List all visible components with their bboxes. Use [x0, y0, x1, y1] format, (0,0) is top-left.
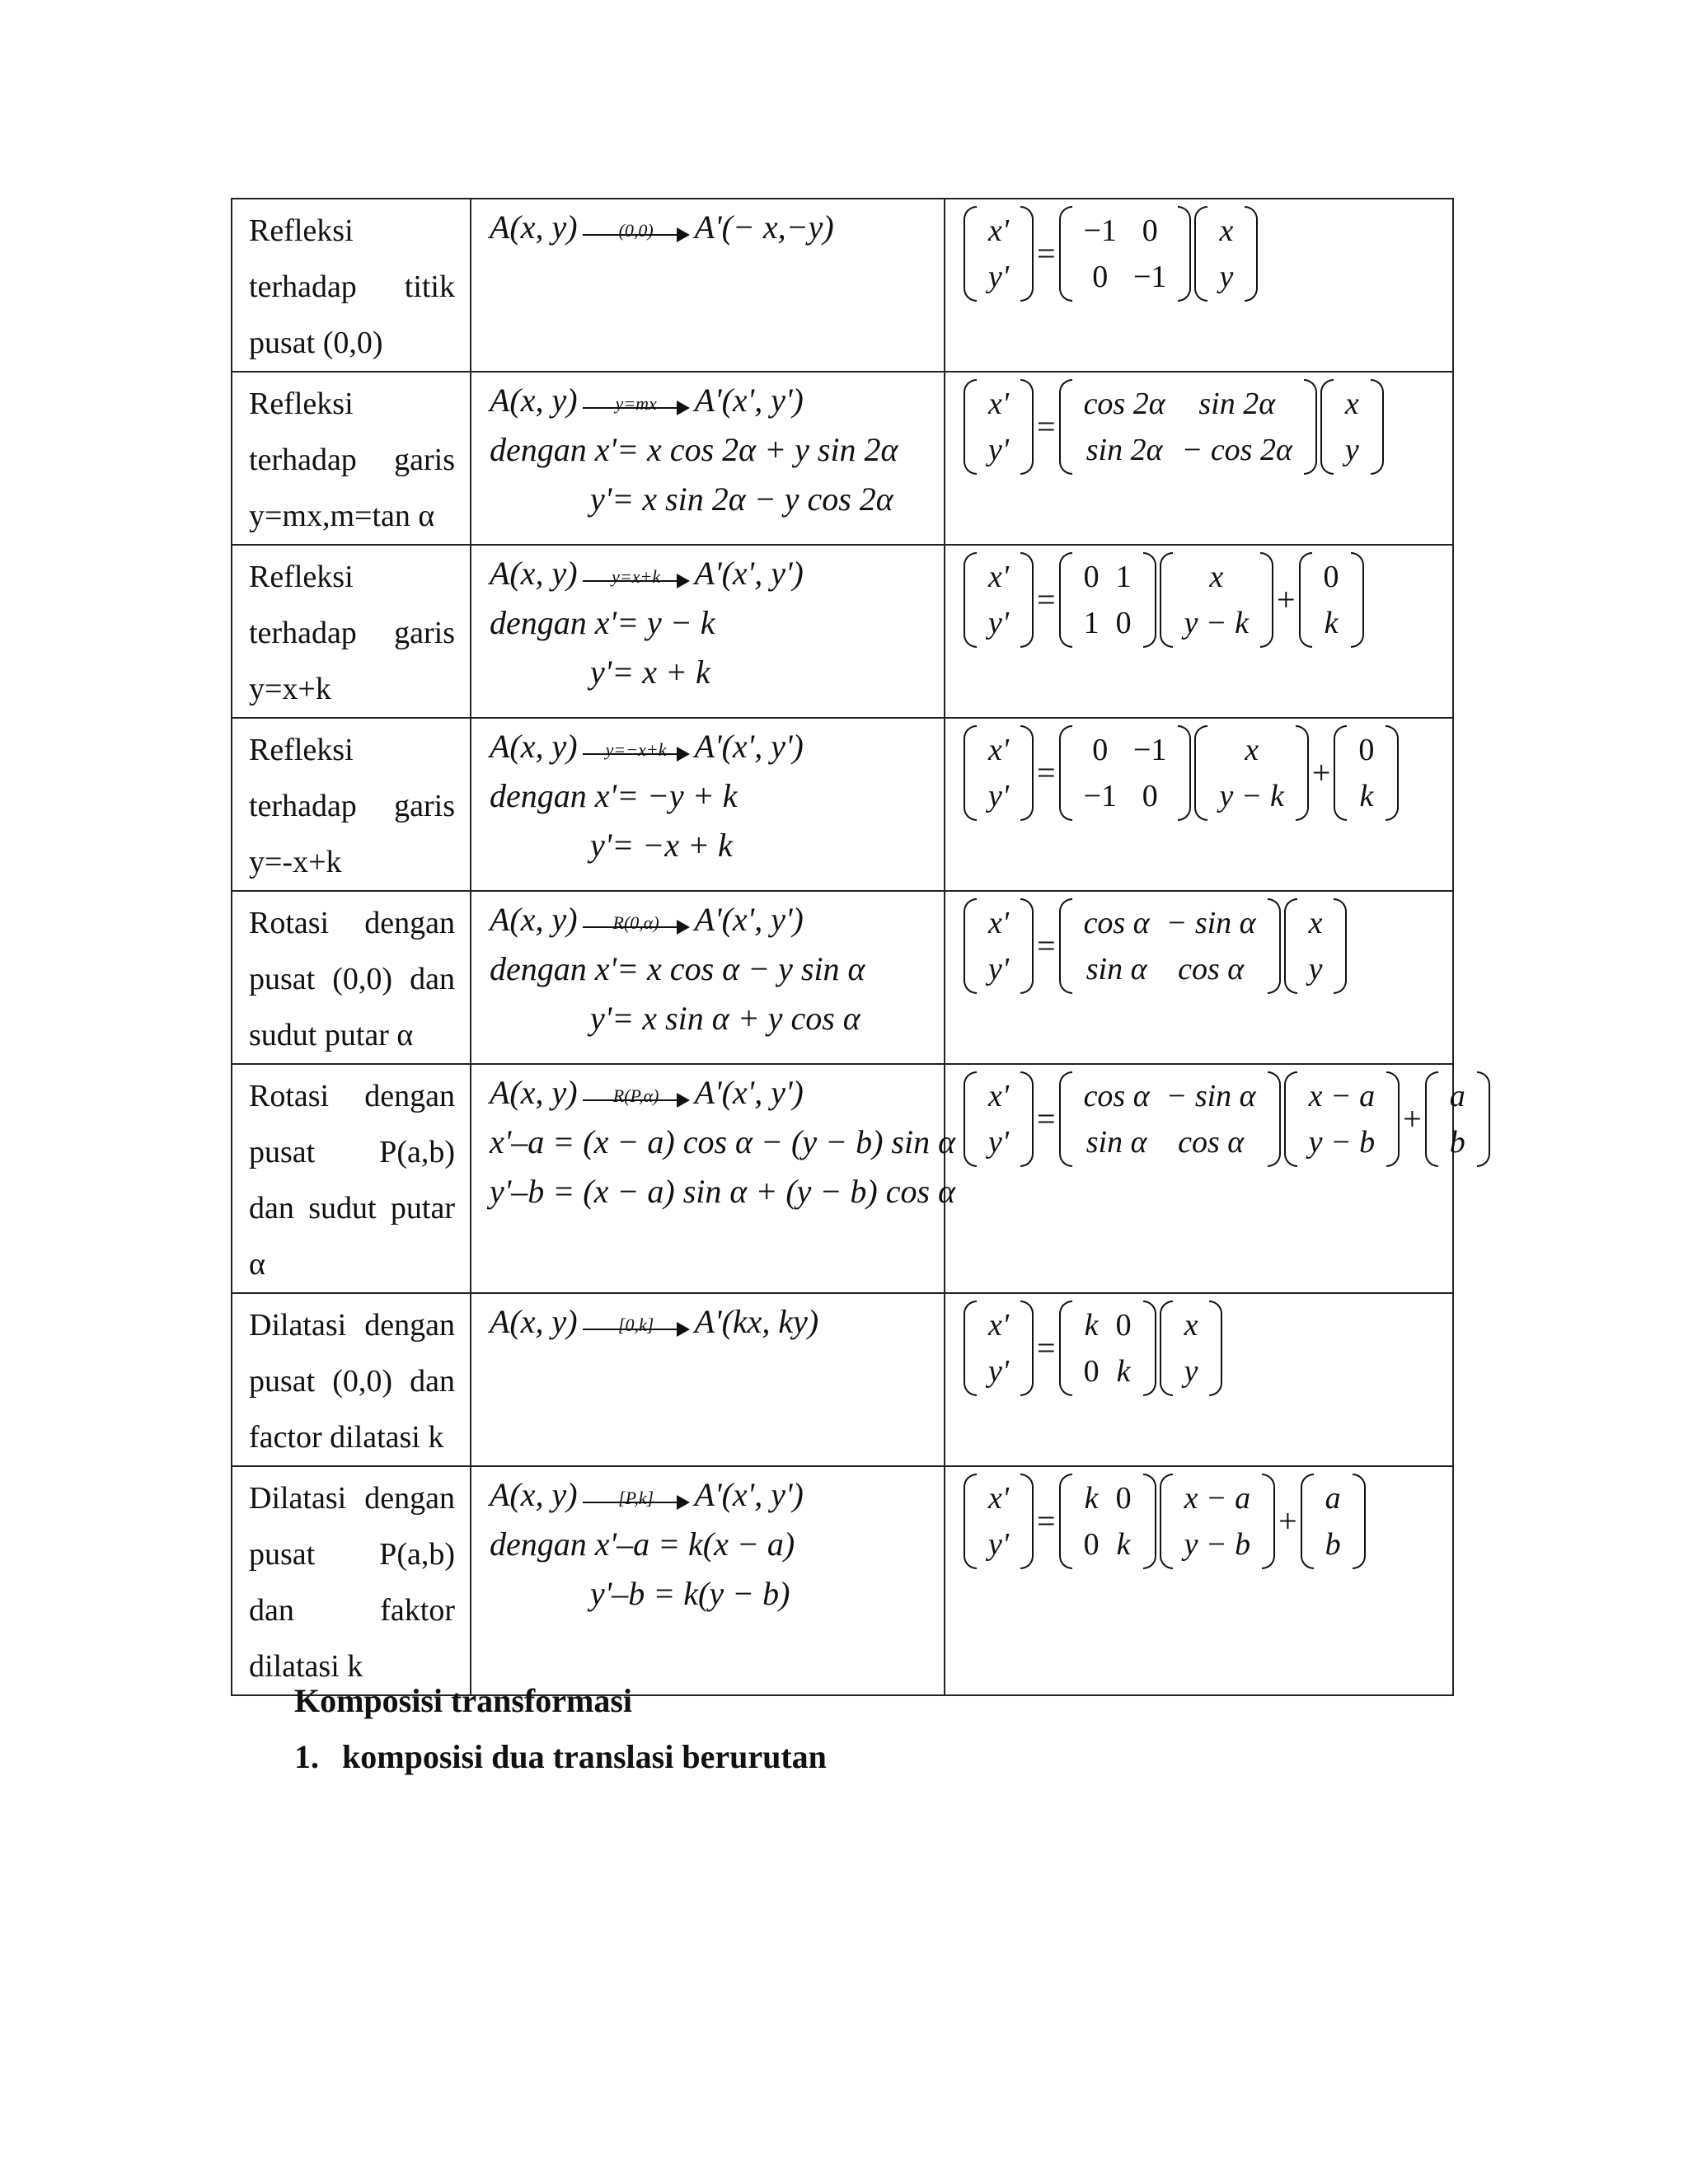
matrix-cell-container	[945, 718, 1453, 891]
description-cell	[232, 199, 471, 372]
description	[232, 1065, 470, 1292]
matrix	[962, 1071, 1035, 1167]
matrix	[1057, 1301, 1158, 1396]
matrix-grid	[980, 727, 1017, 819]
matrix	[1057, 1071, 1282, 1167]
matrix	[1057, 206, 1193, 302]
matrix-cell: 0	[1115, 606, 1132, 640]
table-row	[232, 718, 1453, 891]
arrow-head	[677, 1093, 690, 1108]
equals-sign: =	[1037, 1502, 1056, 1540]
matrix-cell: −1	[1083, 213, 1117, 248]
matrix	[1158, 1301, 1225, 1396]
formula-cell	[471, 372, 945, 545]
arrow-head	[677, 574, 690, 588]
matrix-cell: y − k	[1219, 779, 1284, 813]
arrow-shaft	[583, 234, 680, 236]
formula-mapping	[490, 1470, 944, 1520]
transform-arrow	[583, 907, 690, 940]
matrix-cell: x'	[988, 733, 1009, 767]
matrix	[1193, 206, 1259, 302]
matrix-grid	[1301, 1073, 1384, 1165]
matrix	[1332, 725, 1400, 821]
matrix-cell: cos α	[1178, 1125, 1245, 1160]
matrix-grid	[1076, 554, 1140, 646]
matrix-cell: − cos 2α	[1181, 433, 1292, 467]
matrix	[962, 725, 1035, 821]
description	[232, 373, 470, 544]
arrow-shaft	[583, 1329, 680, 1330]
matrix-grid	[980, 1302, 1017, 1394]
equals-sign: =	[1037, 408, 1056, 445]
matrix-cell: x − a	[1308, 1079, 1376, 1113]
matrix-cell-container	[945, 372, 1453, 545]
matrix-grid	[1211, 208, 1241, 300]
matrix-grid	[980, 381, 1017, 473]
formula	[471, 719, 944, 870]
matrix-cell: x'	[988, 906, 1009, 940]
description-cell	[232, 372, 471, 545]
description-line: dilatasi k	[249, 1649, 363, 1684]
matrix-grid	[1076, 1302, 1140, 1394]
formula	[471, 1467, 944, 1619]
formula-cell	[471, 1466, 945, 1695]
matrix-cell: 0	[1115, 1308, 1132, 1343]
matrix-grid	[1176, 554, 1257, 646]
formula-mapping	[490, 203, 944, 252]
matrix-grid	[980, 554, 1017, 646]
formula-line: y'= x sin α + y cos α	[590, 1000, 860, 1037]
formula-lhs: A(x, y)	[490, 209, 578, 246]
arrow-label: [0,k]	[617, 1314, 654, 1335]
formula	[471, 1065, 956, 1216]
matrix-cell: x'	[988, 1308, 1009, 1343]
matrix-cell: x'	[988, 387, 1009, 421]
description-line: pusat P(a,b)	[249, 1537, 455, 1572]
matrix	[1057, 725, 1193, 821]
matrix	[962, 206, 1035, 302]
table-row	[232, 891, 1453, 1064]
formula-mapping	[490, 1068, 944, 1118]
formula-line: y'–b = k(y − b)	[590, 1575, 790, 1612]
matrix	[1158, 552, 1275, 648]
matrix	[1158, 1474, 1278, 1569]
formula-mapping	[490, 722, 944, 771]
description-cell	[232, 718, 471, 891]
description-line: Refleksi	[249, 213, 354, 248]
description-line: Refleksi	[249, 560, 354, 594]
matrix-grid	[1301, 900, 1331, 992]
formula-mapping	[490, 1297, 944, 1347]
description-line: Dilatasi dengan	[249, 1481, 455, 1516]
table-row	[232, 1293, 1453, 1466]
plus-sign: +	[1311, 754, 1331, 791]
equals-sign: =	[1037, 754, 1056, 791]
matrix	[1193, 725, 1310, 821]
matrix	[1319, 379, 1386, 475]
transform-arrow	[583, 733, 690, 766]
matrix-cell: y'	[988, 779, 1009, 813]
matrix	[1057, 379, 1319, 475]
matrix-cell: sin α	[1085, 952, 1147, 987]
arrow-head	[677, 920, 690, 935]
matrix-cell: y'	[988, 1527, 1009, 1562]
matrix-cell: cos α	[1178, 952, 1245, 987]
description-line: pusat (0,0)	[249, 326, 383, 360]
matrix-cell: k	[1359, 779, 1374, 813]
formula-cell	[471, 545, 945, 718]
table-row	[232, 1466, 1453, 1695]
matrix-equation	[945, 373, 1452, 475]
matrix-cell: − sin α	[1165, 906, 1256, 940]
matrix-cell: x	[1308, 906, 1323, 940]
formula-rhs: A'(x', y')	[694, 901, 804, 938]
formula-cell	[471, 1064, 956, 1293]
matrix	[962, 552, 1035, 648]
description-line: Refleksi	[249, 733, 354, 767]
matrix-cell: 0	[1083, 560, 1100, 594]
formula-lhs: A(x, y)	[490, 901, 578, 938]
table-row	[232, 1064, 1453, 1293]
arrow-shaft	[583, 407, 680, 409]
transform-arrow	[583, 1080, 690, 1113]
formula-line: dengan x'= −y + k	[490, 777, 738, 814]
formula-rhs: A'(− x,−y)	[694, 209, 834, 246]
formula-line: y'= −x + k	[590, 827, 733, 864]
matrix	[962, 379, 1035, 475]
matrix-cell: a	[1449, 1079, 1465, 1113]
formula-rhs: A'(x', y')	[694, 1074, 804, 1111]
arrow-head	[677, 1322, 690, 1337]
formula	[471, 373, 944, 524]
matrix-cell: x'	[988, 1079, 1009, 1113]
description-cell	[232, 545, 471, 718]
formula-lhs: A(x, y)	[490, 1476, 578, 1513]
description	[232, 719, 470, 890]
arrow-shaft	[583, 753, 680, 755]
arrow-label: R(P,α)	[612, 1085, 659, 1106]
matrix-cell: x	[1219, 213, 1234, 248]
matrix-cell: x	[1184, 1308, 1198, 1343]
matrix-equation	[945, 1467, 1452, 1569]
matrix-cell: y'	[988, 1125, 1009, 1160]
matrix-equation	[945, 199, 1452, 302]
matrix-grid	[980, 1475, 1017, 1568]
matrix-cell: cos α	[1083, 1079, 1150, 1113]
list-text: komposisi dua translasi berurutan	[342, 1738, 827, 1775]
matrix-cell-container	[945, 199, 1453, 372]
equals-sign: =	[1037, 581, 1056, 618]
formula-lhs: A(x, y)	[490, 1303, 578, 1340]
description-line: pusat P(a,b)	[249, 1135, 455, 1169]
matrix-cell: 1	[1083, 606, 1100, 640]
formula-cell	[471, 199, 945, 372]
plus-sign: +	[1276, 581, 1296, 618]
matrix-grid	[1076, 900, 1264, 992]
description-cell	[232, 891, 471, 1064]
description-line: pusat (0,0) dan	[249, 962, 455, 996]
matrix	[962, 1301, 1035, 1396]
matrix-cell: k	[1116, 1354, 1131, 1389]
arrow-shaft	[583, 1502, 680, 1503]
matrix-cell: k	[1116, 1527, 1131, 1562]
description-line: α	[249, 1247, 265, 1282]
list-number: 1.	[294, 1738, 319, 1775]
arrow-label: y=mx	[615, 392, 657, 414]
matrix-equation	[945, 1065, 1465, 1167]
description	[232, 546, 470, 717]
matrix-grid	[980, 900, 1017, 992]
description	[232, 199, 470, 371]
arrow-head	[677, 227, 690, 242]
arrow-label: (0,0)	[618, 219, 654, 241]
section-heading: Komposisi transformasi	[294, 1682, 632, 1719]
description-line: factor dilatasi k	[249, 1420, 444, 1455]
matrix-cell: y − b	[1184, 1527, 1251, 1562]
transform-arrow	[583, 1309, 690, 1342]
matrix-cell: b	[1325, 1527, 1341, 1562]
table-row	[232, 372, 1453, 545]
formula-rhs: A'(x', y')	[694, 382, 804, 419]
matrix-cell-container	[945, 1466, 1453, 1695]
matrix-cell: y'	[988, 606, 1009, 640]
list-item	[294, 1737, 827, 1776]
description-line: Rotasi dengan	[249, 906, 455, 940]
formula	[471, 546, 944, 697]
matrix	[1057, 1474, 1158, 1569]
formula-cell	[471, 891, 945, 1064]
plus-sign: +	[1278, 1502, 1297, 1540]
description	[232, 1294, 470, 1465]
arrow-head	[677, 1495, 690, 1510]
formula-line: y'–b = (x − a) sin α + (y − b) cos α	[490, 1173, 956, 1210]
formula-rhs: A'(kx, ky)	[694, 1303, 819, 1340]
formula-lhs: A(x, y)	[490, 728, 578, 765]
transformation-table	[231, 198, 1465, 1696]
matrix-cell: y'	[988, 1354, 1009, 1389]
formula-line: dengan x'= x cos 2α + y sin 2α	[490, 431, 898, 468]
arrow-shaft	[583, 1099, 680, 1101]
matrix-grid	[1350, 727, 1382, 819]
matrix-cell: sin α	[1085, 1125, 1147, 1160]
matrix-cell: sin 2α	[1198, 387, 1276, 421]
matrix-grid	[1076, 208, 1175, 300]
matrix-grid	[980, 1073, 1017, 1165]
formula-rhs: A'(x', y')	[694, 555, 804, 592]
matrix-cell-container	[945, 1064, 1465, 1293]
formula-lhs: A(x, y)	[490, 1074, 578, 1111]
matrix-cell: 0	[1142, 213, 1158, 248]
matrix-grid	[1337, 381, 1367, 473]
matrix-cell: x	[1209, 560, 1224, 594]
matrix-grid	[1076, 1475, 1140, 1568]
matrix-cell: y − k	[1184, 606, 1249, 640]
formula-line: dengan x'= x cos α − y sin α	[490, 950, 865, 987]
matrix	[962, 1474, 1035, 1569]
formula	[471, 199, 944, 252]
matrix-cell: x'	[988, 560, 1009, 594]
arrow-head	[677, 401, 690, 415]
transform-arrow	[583, 214, 690, 247]
description-line: terhadap garis	[249, 443, 455, 477]
description-line: terhadap garis	[249, 616, 455, 650]
matrix-cell: 1	[1115, 560, 1132, 594]
matrix-cell: x'	[988, 213, 1009, 248]
transform-arrow	[583, 1482, 690, 1515]
matrix-cell: 0	[1142, 779, 1158, 813]
matrix-cell: y − b	[1308, 1125, 1376, 1160]
matrix-equation	[945, 1294, 1452, 1396]
formula-rhs: A'(x', y')	[694, 1476, 804, 1513]
description-line: dan sudut putar	[249, 1191, 455, 1226]
description-cell	[232, 1064, 471, 1293]
matrix-cell: b	[1449, 1125, 1465, 1160]
matrix-cell-container	[945, 1293, 1453, 1466]
formula-lhs: A(x, y)	[490, 382, 578, 419]
arrow-label: y=−x+k	[605, 738, 667, 760]
matrix-grid	[980, 208, 1017, 300]
matrix-cell: 0	[1323, 560, 1339, 594]
matrix-equation	[945, 546, 1452, 648]
matrix-cell-container	[945, 545, 1453, 718]
matrix-grid	[1315, 554, 1348, 646]
arrow-shaft	[583, 926, 680, 928]
matrix-grid	[1176, 1302, 1207, 1394]
description	[232, 892, 470, 1063]
formula-rhs: A'(x', y')	[694, 728, 804, 765]
table-row	[232, 199, 1453, 372]
formula-mapping	[490, 376, 944, 425]
description-line: pusat (0,0) dan	[249, 1364, 455, 1399]
matrix-cell: x'	[988, 1481, 1009, 1516]
matrix-cell: a	[1325, 1481, 1341, 1516]
matrix-cell: −1	[1133, 733, 1167, 767]
matrix-grid	[1176, 1475, 1259, 1568]
equals-sign: =	[1037, 235, 1056, 272]
description-line: y=-x+k	[249, 845, 342, 879]
matrix-cell: 0	[1092, 260, 1109, 294]
matrix-cell: x	[1245, 733, 1259, 767]
formula	[471, 892, 944, 1043]
description-cell	[232, 1293, 471, 1466]
description-line: y=x+k	[249, 672, 331, 706]
table-row	[232, 545, 1453, 718]
formula-line: y'= x + k	[590, 654, 710, 691]
formula-cell	[471, 1293, 945, 1466]
matrix-cell: 0	[1083, 1354, 1100, 1389]
matrix	[962, 898, 1035, 994]
formula-mapping	[490, 895, 944, 944]
equals-sign: =	[1037, 1100, 1056, 1137]
arrow-shaft	[583, 580, 680, 582]
arrow-label: R(0,α)	[612, 912, 659, 933]
description-line: Dilatasi dengan	[249, 1308, 455, 1343]
matrix-cell: 0	[1083, 1527, 1100, 1562]
matrix-cell: 0	[1358, 733, 1375, 767]
description-line: Refleksi	[249, 387, 354, 421]
arrow-label: y=x+k	[612, 565, 661, 587]
transform-arrow	[583, 560, 690, 593]
matrix-cell: −1	[1133, 260, 1167, 294]
matrix	[1282, 1071, 1402, 1167]
description-line: terhadap titik	[249, 269, 455, 304]
matrix-grid	[1317, 1475, 1349, 1568]
equals-sign: =	[1037, 927, 1056, 964]
matrix-equation	[945, 892, 1452, 994]
equals-sign: =	[1037, 1329, 1056, 1366]
matrix-cell: k	[1324, 606, 1339, 640]
description-line: y=mx,m=tan α	[249, 499, 435, 533]
matrix-cell: y	[1308, 952, 1323, 987]
matrix-grid	[1076, 381, 1301, 473]
matrix-cell: y	[1344, 433, 1359, 467]
formula-line: x'–a = (x − a) cos α − (y − b) sin α	[490, 1123, 956, 1160]
matrix-cell-container	[945, 891, 1453, 1064]
formula-line: dengan x'–a = k(x − a)	[490, 1526, 795, 1563]
formula-mapping	[490, 549, 944, 598]
matrix-grid	[1076, 727, 1175, 819]
matrix-cell: y'	[988, 433, 1009, 467]
matrix-cell: x	[1344, 387, 1359, 421]
description-line: terhadap garis	[249, 789, 455, 823]
matrix-cell: − sin α	[1165, 1079, 1256, 1113]
formula-line: y'= x sin 2α − y cos 2α	[590, 480, 893, 518]
formula-lhs: A(x, y)	[490, 555, 578, 592]
description-line: Rotasi dengan	[249, 1079, 455, 1113]
matrix-grid	[1076, 1073, 1264, 1165]
arrow-label: [P,k]	[618, 1487, 654, 1508]
description-cell	[232, 1466, 471, 1695]
matrix-equation	[945, 719, 1452, 821]
matrix	[1297, 552, 1366, 648]
matrix-grid	[1442, 1073, 1474, 1165]
matrix-cell: −1	[1083, 779, 1117, 813]
matrix	[1423, 1071, 1492, 1167]
matrix	[1057, 552, 1158, 648]
matrix-cell: y'	[988, 952, 1009, 987]
matrix	[1057, 898, 1282, 994]
matrix-grid	[1211, 727, 1292, 819]
matrix-cell: y	[1219, 260, 1234, 294]
arrow-head	[677, 747, 690, 762]
transform-arrow	[583, 387, 690, 420]
matrix-cell: 0	[1115, 1481, 1132, 1516]
description-line: dan faktor	[249, 1593, 455, 1628]
matrix-cell: cos 2α	[1083, 387, 1165, 421]
matrix	[1282, 898, 1349, 994]
formula-line: dengan x'= y − k	[490, 604, 715, 641]
matrix-cell: k	[1084, 1481, 1099, 1516]
matrix-cell: 0	[1092, 733, 1109, 767]
description-line: sudut putar α	[249, 1018, 414, 1052]
matrix-cell: cos α	[1083, 906, 1150, 940]
plus-sign: +	[1403, 1100, 1422, 1137]
matrix-cell: y'	[988, 260, 1009, 294]
matrix-cell: y	[1184, 1354, 1198, 1389]
formula	[471, 1294, 944, 1347]
matrix-cell: k	[1084, 1308, 1099, 1343]
formula-cell	[471, 718, 945, 891]
matrix	[1299, 1474, 1367, 1569]
matrix-cell: x − a	[1184, 1481, 1251, 1516]
matrix-cell: sin 2α	[1085, 433, 1163, 467]
description	[232, 1467, 470, 1694]
